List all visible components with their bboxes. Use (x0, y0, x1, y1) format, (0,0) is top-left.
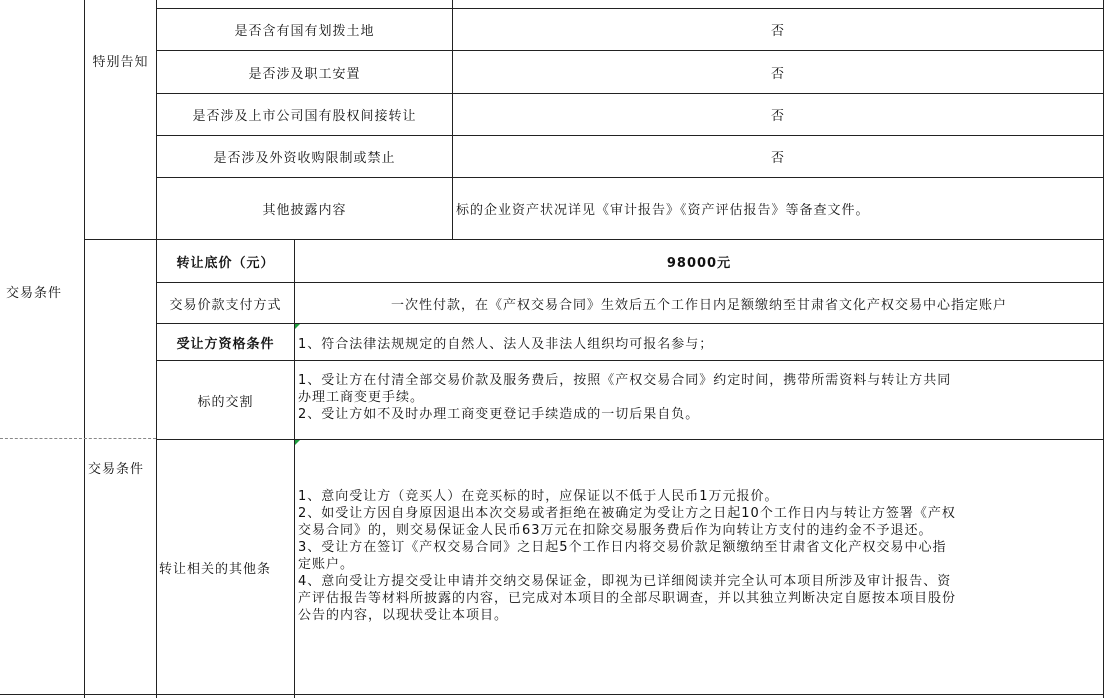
row-label-listed-equity: 是否涉及上市公司国有股权间接转让 (192, 109, 417, 124)
row-value-allocated-land: 否 (770, 24, 785, 39)
other-terms-line: 公告的内容，以现状受让本项目。 (298, 608, 509, 623)
grid-line (1103, 0, 1104, 698)
row-value-reserve-price: 98000元 (666, 255, 732, 271)
row-value-foreign-acquisition: 否 (770, 151, 785, 166)
other-terms-line: 定账户。 (298, 557, 355, 572)
row-label-delivery: 标的交割 (197, 394, 254, 410)
row-label-reserve-price: 转让底价（元） (176, 255, 275, 271)
row-value-buyer-qualification: 1、符合法律法规规定的自然人、法人及非法人组织均可报名参与； (298, 336, 714, 352)
special-notice-title: 特别告知 (92, 54, 149, 70)
row-value-other-disclosure: 标的企业资产状况详见《审计报告》《资产评估报告》等备查文件。 (456, 203, 870, 218)
grid-line (156, 360, 1104, 361)
other-terms-line: 产评估报告等材料所披露的内容，已完成对本项目的全部尽职调查，并以其独立判断决定自愿按本项目股份 (298, 591, 957, 606)
row-label-other-terms: 转让相关的其他条 (159, 561, 272, 577)
row-label-buyer-qualification: 受让方资格条件 (176, 336, 275, 352)
grid-line (84, 0, 85, 698)
row-value-payment-method: 一次性付款，在《产权交易合同》生效后五个工作日内足额缴纳至甘肃省文化产权交易中心指定账户 (390, 297, 1007, 313)
delivery-line: 2、受让方如不及时办理工商变更登记手续造成的一切后果自负。 (298, 407, 700, 422)
other-terms-line: 2、如受让方因自身原因退出本次交易或者拒绝在被确定为受让方之日起10个工作日内与转让方签署《产权 (298, 506, 956, 521)
grid-line (0, 694, 1104, 695)
row-label-payment-method: 交易价款支付方式 (169, 297, 282, 313)
delivery-line: 办理工商变更手续。 (298, 390, 425, 405)
row-value-staff-placement: 否 (770, 66, 785, 82)
row-label-staff-placement: 是否涉及职工安置 (248, 66, 361, 82)
other-terms-line: 3、受让方在签订《产权交易合同》之日起5个工作日内将交易价款足额缴纳至甘肃省文化产权交易中心指 (298, 540, 947, 555)
trade-conditions-inner-label: 交易条件 (88, 461, 145, 477)
comment-marker (295, 440, 300, 445)
other-terms-line: 交易合同》的，则交易保证金人民币63万元在扣除交易服务费后作为向转让方支付的违约金不予退还。 (298, 523, 933, 538)
row-value-delivery (295, 372, 1103, 438)
row-value-listed-equity: 否 (770, 109, 785, 124)
row-value-other-terms (295, 488, 1103, 648)
trade-conditions-outer-label: 交易条件 (6, 285, 63, 301)
delivery-line: 1、受让方在付清全部交易价款及服务费后，按照《产权交易合同》约定时间，携带所需资料与转让方共同 (298, 373, 952, 388)
page-break-line (0, 438, 156, 439)
row-label-allocated-land: 是否含有国有划拨土地 (234, 24, 375, 39)
other-terms-line: 1、意向受让方（竞买人）在竞买标的时，应保证以不低于人民币1万元报价。 (298, 489, 779, 504)
other-terms-line: 4、意向受让方提交受让申请并交纳交易保证金，即视为已详细阅读并完全认可本项目所涉及审计报告、资 (298, 574, 952, 589)
row-label-foreign-acquisition: 是否涉及外资收购限制或禁止 (213, 151, 396, 166)
row-label-other-disclosure: 其他披露内容 (262, 203, 347, 218)
